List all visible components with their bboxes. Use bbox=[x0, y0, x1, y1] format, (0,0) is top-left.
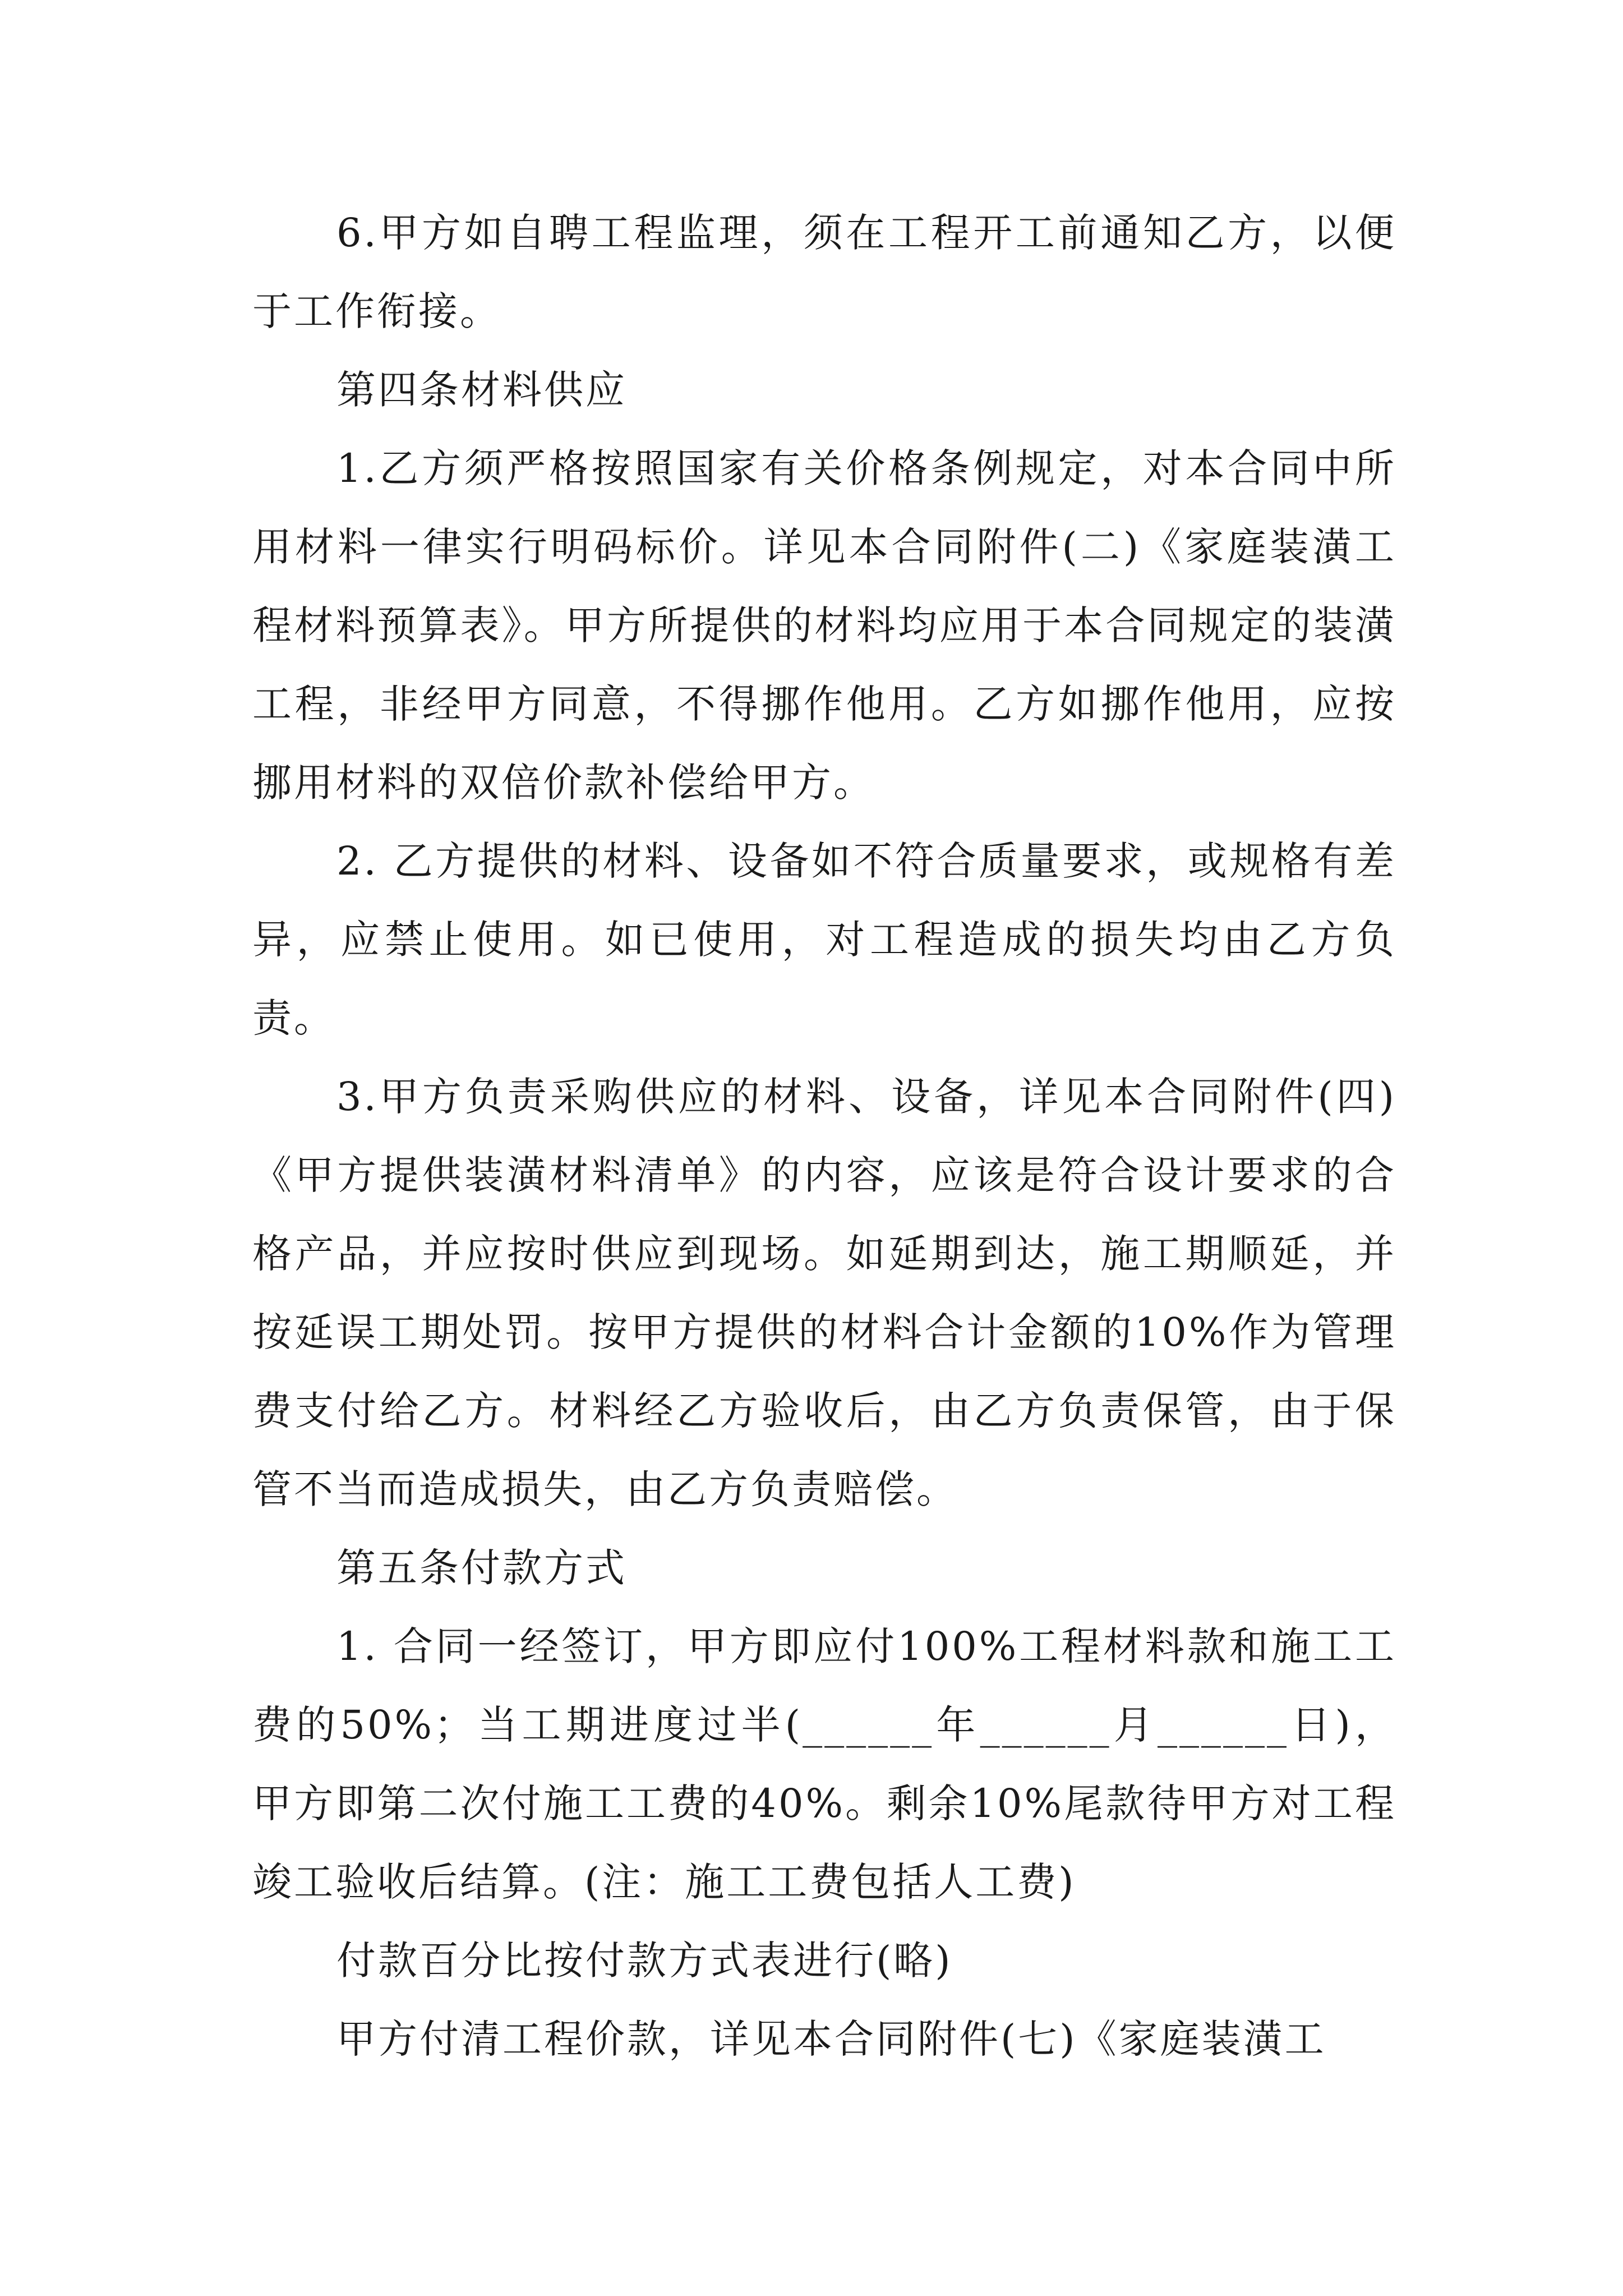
section-heading-payment-method: 第五条付款方式 bbox=[336, 1545, 627, 1591]
paragraph-material-2: 2. 乙方提供的材料、设备如不符合质量要求，或规格有差异，应禁止使用。如已使用，对工程造成的损失均由乙方负责。 bbox=[252, 838, 1396, 1041]
paragraph-payment-1: 1. 合同一经签订，甲方即应付100%工程材料款和施工工费的50%；当工期进度过半(______年______月______日)，甲方即第二次付施工工费的40%。剩余10%尾款待甲方对工程竣工验收后结算。(注：施工工费包括人工费) bbox=[252, 1623, 1396, 1905]
paragraph-clause-6: 6.甲方如自聘工程监理，须在工程开工前通知乙方，以便于工作衔接。 bbox=[252, 210, 1396, 334]
paragraph-material-3: 3.甲方负责采购供应的材料、设备，详见本合同附件(四)《甲方提供装潢材料清单》的内容，应该是符合设计要求的合格产品，并应按时供应到现场。如延期到达，施工期顺延，并按延误工期处罚。按甲方提供的材料合计金额的10%作为管理费支付给乙方。材料经乙方验收后，由乙方负责保管，由于保管不当而造成损失，由乙方负责赔偿。 bbox=[252, 1074, 1396, 1512]
document-body bbox=[252, 194, 1396, 2078]
paragraph-payment-settlement: 甲方付清工程价款，详见本合同附件(七)《家庭装潢工 bbox=[336, 2016, 1326, 2062]
section-heading-material-supply: 第四条材料供应 bbox=[336, 367, 627, 413]
paragraph-payment-percentage: 付款百分比按付款方式表进行(略) bbox=[336, 1938, 953, 1984]
paragraph-material-1: 1.乙方须严格按照国家有关价格条例规定，对本合同中所用材料一律实行明码标价。详见本合同附件(二)《家庭装潢工程材料预算表》。甲方所提供的材料均应用于本合同规定的装潢工程，非经甲方同意，不得挪作他用。乙方如挪作他用，应按挪用材料的双倍价款补偿给甲方。 bbox=[252, 445, 1396, 806]
